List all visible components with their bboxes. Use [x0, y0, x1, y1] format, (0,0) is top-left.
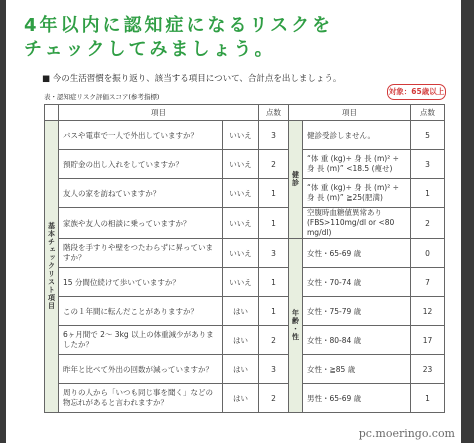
question-cell: 昨年と比べて外出の回数が減っていますか？ — [59, 355, 223, 384]
age-label: 年齢・性 — [291, 308, 300, 341]
risk-score-cell: 2 — [411, 208, 445, 239]
table-row — [45, 326, 445, 355]
header-item-right: 項目 — [289, 105, 411, 121]
question-cell: 6ヶ月間で 2〜 3kg 以上の体重減少がありましたか？ — [59, 326, 223, 355]
score-cell: 1 — [259, 268, 289, 297]
score-cell: 1 — [259, 179, 289, 208]
answer-cell: はい — [223, 297, 259, 326]
answer-cell: はい — [223, 355, 259, 384]
table-row — [45, 208, 445, 239]
risk-item-cell: 女性・65-69 歳 — [303, 239, 411, 268]
answer-cell: いいえ — [223, 268, 259, 297]
target-age-badge: 対象：65歳以上 — [387, 84, 446, 100]
age-section-label — [289, 239, 303, 413]
answer-cell: いいえ — [223, 121, 259, 150]
score-cell: 2 — [259, 384, 289, 413]
answer-cell: いいえ — [223, 239, 259, 268]
question-cell: この１年間に転んだことがありますか？ — [59, 297, 223, 326]
answer-cell: はい — [223, 326, 259, 355]
table-row — [45, 355, 445, 384]
risk-item-cell: 女性・≧85 歳 — [303, 355, 411, 384]
risk-item-cell: “体 重 (kg)÷ 身 長 (m)² ÷ 身 長 (m)” ≧25(肥満) — [303, 179, 411, 208]
answer-cell: いいえ — [223, 179, 259, 208]
risk-score-cell: 1 — [411, 179, 445, 208]
document-page — [6, 0, 461, 443]
score-cell: 3 — [259, 355, 289, 384]
page-title — [24, 14, 333, 62]
score-cell: 3 — [259, 239, 289, 268]
risk-item-cell: 女性・80-84 歳 — [303, 326, 411, 355]
risk-item-cell: 男性・65-69 歳 — [303, 384, 411, 413]
kenshin-section-label — [289, 121, 303, 239]
risk-item-cell: 女性・75-79 歳 — [303, 297, 411, 326]
table-row — [45, 268, 445, 297]
table-row — [45, 150, 445, 179]
risk-item-cell: 健診受診しません。 — [303, 121, 411, 150]
score-cell: 2 — [259, 150, 289, 179]
risk-score-table — [44, 104, 445, 413]
table-row — [45, 121, 445, 150]
header-item-left: 項目 — [59, 105, 259, 121]
question-cell: 階段を手すりや壁をつたわらずに昇っていますか？ — [59, 239, 223, 268]
risk-item-cell: 女性・70-74 歳 — [303, 268, 411, 297]
question-cell: 友人の家を訪ねていますか？ — [59, 179, 223, 208]
score-cell: 1 — [259, 297, 289, 326]
header-score-left: 点数 — [259, 105, 289, 121]
table-body — [45, 121, 445, 413]
score-cell: 2 — [259, 326, 289, 355]
question-cell: 周りの人から「いつも同じ事を聞く」などの物忘れがあると言われますか？ — [59, 384, 223, 413]
table-row — [45, 239, 445, 268]
header-score-right: 点数 — [411, 105, 445, 121]
table-row — [45, 179, 445, 208]
question-cell: 家族や友人の相談に乗っていますか？ — [59, 208, 223, 239]
title-line-2: チェックしてみましょう。 — [24, 39, 276, 60]
score-cell: 3 — [259, 121, 289, 150]
table-row — [45, 297, 445, 326]
instruction-text: ■ 今の生活習慣を振り返り、該当する項目について、合計点を出しましょう。 — [42, 74, 342, 84]
risk-score-cell: 0 — [411, 239, 445, 268]
score-cell: 1 — [259, 208, 289, 239]
basic-checklist-section-label — [45, 121, 59, 413]
kenshin-label: 健診 — [291, 170, 300, 187]
risk-score-cell: 7 — [411, 268, 445, 297]
risk-score-cell: 17 — [411, 326, 445, 355]
table-header-row — [45, 105, 445, 121]
risk-score-cell: 5 — [411, 121, 445, 150]
question-cell: バスや電車で一人で外出していますか？ — [59, 121, 223, 150]
question-cell: 15 分間位続けて歩いていますか？ — [59, 268, 223, 297]
risk-score-cell: 3 — [411, 150, 445, 179]
table-caption: 表・認知症リスク評価スコア(参考指標) — [44, 93, 160, 101]
answer-cell: いいえ — [223, 150, 259, 179]
question-cell: 預貯金の出し入れをしていますか？ — [59, 150, 223, 179]
table-row — [45, 384, 445, 413]
risk-item-cell: “体 重 (kg)÷ 身 長 (m)² ÷ 身 長 (m)” <18.5 (痩せ) — [303, 150, 411, 179]
answer-cell: はい — [223, 384, 259, 413]
basic-checklist-label: 基本チェックリスト項目 — [47, 221, 56, 310]
risk-score-cell: 12 — [411, 297, 445, 326]
title-line-1: 4年以内に認知症になるリスクを — [24, 15, 334, 36]
answer-cell: いいえ — [223, 208, 259, 239]
site-watermark: pc.moeringo.com — [358, 427, 455, 440]
risk-score-cell: 23 — [411, 355, 445, 384]
risk-item-cell: 空腹時血糖値異常あり (FBS>110mg/dl or <80 mg/dl) — [303, 208, 411, 239]
risk-score-cell: 1 — [411, 384, 445, 413]
